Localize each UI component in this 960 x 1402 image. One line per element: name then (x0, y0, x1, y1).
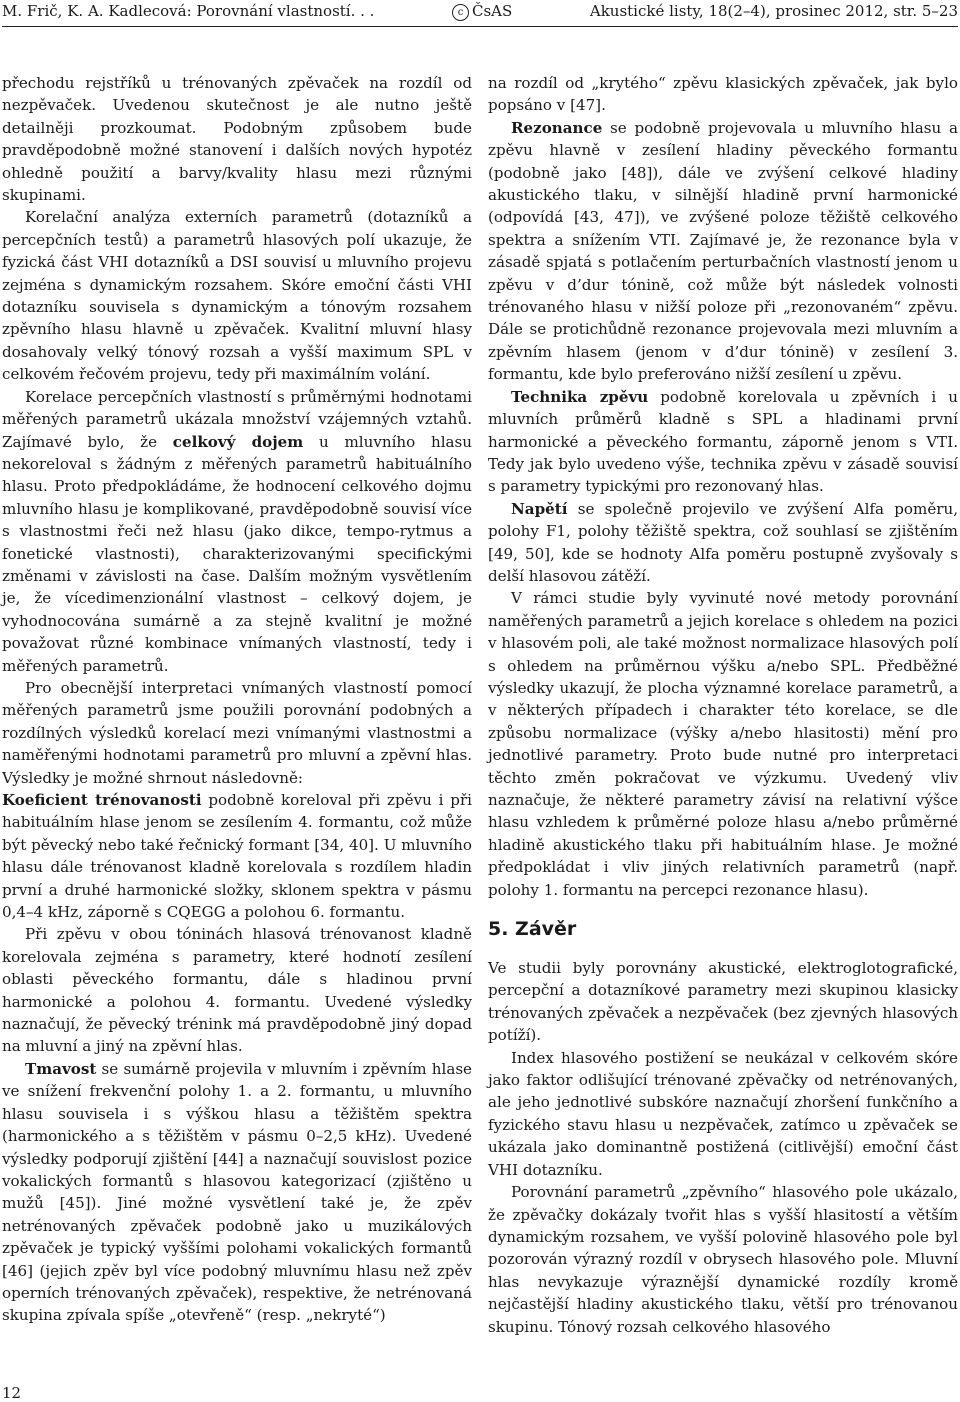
header-authors-title: M. Frič, K. A. Kadlecová: Porovnání vlastností. . . (2, 2, 375, 20)
page-number: 12 (2, 1384, 22, 1402)
paragraph: Korelační analýza externích parametrů (dotazníků a percepčních testů) a parametrů hlasových polí ukazuje, že fyzická část VHI dotazníků a DSI souvisí u mluvního projevu zejména s dynamickým rozsahem. Skóre emoční části VHI dotazníku souvisela s dynamickým a tónovým rozsahem zpěvního hlasu hlavně u zpěvaček. Kvalitní mluvní hlasy dosahovaly velký tónový rozsah a vyšší maximum SPL v celkovém řečovém projevu, tedy při maximálním volání. (2, 208, 472, 384)
emphasis: Tmavost (25, 1059, 97, 1078)
paragraph: Tmavost se sumárně projevila v mluvním i zpěvním hlase ve snížení frekvenční polohy 1. a 2. formantu, u mluvního hlasu souvisela i s výškou hlasu a těžištěm spektra (harmonického a s těžištěm v pásmu 0–2,5 kHz). Uvedené výsledky podporují zjištění [44] a naznačují souvislost pozice vokalických formantů s hlasovou kategorizací (zjištěno u mužů [45]). Jiné možné vysvětlení také je, že zpěv netrénovaných zpěvaček podobně jako u muzikálových zpěvaček je typický vyššími polohami vokalických formantů [46] (jejich zpěv byl více podobný mluvnímu hlasu než zpěv operních trénovaných zpěvaček), respektive, že netrénovaná skupina zpívala spíše „otevřeně“ (resp. „nekryté“) (2, 1059, 472, 1325)
paragraph: přechodu rejstříků u trénovaných zpěvaček na rozdíl od nezpěvaček. Uvedenou skutečnost je ale nutno ještě detailněji prozkoumat. Podobným způsobem bude pravděpodobně možné stanovení i dalších nových hypotéz ohledně použití a barvy/kvality hlasu mezi různými skupinami. (2, 74, 472, 205)
paragraph: Korelace percepčních vlastností s průměrnými hodnotami měřených parametrů ukázala množství vzájemných vztahů. Zajímavé bylo, že celkový dojem u mluvního hlasu nekoreloval s žádným z měřených parametrů habituálního hlasu. Proto předpokládáme, že hodnocení celkového dojmu mluvního hlasu je komplikované, pravděpodobně souvisí více s vlastnostmi řeči než hlasu (jako dikce, tempo-rytmus a fonetické vlastnosti), charakterizovanými specifickými změnami v závislosti na čase. Dalším možným vysvětlením je, že vícedimenzionální vlastnost – celkový dojem, je vyhodnocována sumárně a za stejně kvalitní je možné považovat různé kombinace vnímaných vlastností, tedy i měřených parametrů. (2, 387, 472, 675)
header-rule (2, 26, 958, 27)
paragraph: Porovnání parametrů „zpěvního“ hlasového pole ukázalo, že zpěvačky dokázaly tvořit hlas s vyšší hlasitostí a větším dynamickým rozsahem, ve vyšší polovině hlasového pole byl pozorován výrazný rozdíl v obrysech hlasového pole. Mluvní hlas nevykazuje výraznější dynamické rozdíly kromě nejčastější hladiny akustického tlaku, větší pro trénovanou skupinu. Tónový rozsah celkového hlasového (488, 1183, 958, 1336)
emphasis: Rezonance (511, 118, 603, 137)
emphasis: Napětí (511, 499, 568, 518)
header-society (452, 2, 512, 21)
paragraph: Koeficient trénovanosti podobně koreloval při zpěvu i při habituálním hlase jenom se zesílením 4. formantu, což může být pěvecký nebo také řečnický formant [34, 40]. U mluvního hlasu dále trénovanost kladně korelovala s rozdílem hladin první a druhé harmonické složky, sklonem spektra v pásmu 0,4–4 kHz, záporně s CQEGG a polohou 6. formantu. (2, 791, 472, 922)
left-column (2, 72, 472, 1327)
running-header (2, 2, 958, 21)
paragraph: Index hlasového postižení se neukázal v celkovém skóre jako faktor odlišující trénované zpěvačky od netrénovaných, ale jeho jednotlivé subskóre naznačují zhoršení funkčního a fyzického stavu hlasu u nezpěvaček, zatímco u zpěvaček se ukázala jako dominantně postižená (citlivější) emoční část VHI dotazníku. (488, 1048, 958, 1179)
right-column (488, 72, 958, 1338)
emphasis: celkový dojem (172, 432, 304, 451)
section-heading: 5. Závěr (488, 918, 577, 941)
paragraph: na rozdíl od „krytého“ zpěvu klasických zpěvaček, jak bylo popsáno v [47]. (488, 74, 958, 115)
paragraph: Technika zpěvu podobně korelovala u zpěvních i u mluvních průměrů kladně s SPL a hladinami první harmonické a pěveckého formantu, záporně jenom s VTI. Tedy jak bylo uvedeno výše, technika zpěvu v zásadě souvisí s parametry typickými pro rezonovaný hlas. (488, 387, 958, 496)
paragraph: V rámci studie byly vyvinuté nové metody porovnání naměřených parametrů a jejich korelace s ohledem na pozici v hlasovém poli, ale také možnost normalizace hlasových polí s ohledem na průměrnou výšku a/nebo SPL. Předběžné výsledky ukazují, že plocha významné korelace parametrů, a v některých případech i charakter této korelace, se dle způsobu normalizace (výšky a/nebo hlasitosti) mění pro jednotlivé parametry. Proto bude nutné pro interpretaci těchto změn pokračovat ve výzkumu. Uvedený vliv naznačuje, že některé parametry závisí na relativní výšce hlasu vzhledem k průměrné poloze hlasu a/nebo průměrné hladině akustického tlaku při habituálním hlase. Je možné předpokládat i vliv jiných relativních parametrů (např. polohy 1. formantu na percepci rezonance hlasu). (488, 589, 958, 899)
paragraph: Při zpěvu v obou tóninách hlasová trénovanost kladně korelovala zejména s parametry, které hodnotí zesílení oblasti pěveckého formantu, dále s hladinou první harmonické a polohou 4. formantu. Uvedené výsledky naznačují, že pěvecký trénink má pravděpodobně jiný dopad na mluvní a jiný na zpěvní hlas. (2, 925, 472, 1056)
paragraph: Napětí se společně projevilo ve zvýšení Alfa poměru, polohy F1, polohy těžiště spektra, což souhlasí se zjištěním [49, 50], kde se hodnoty Alfa poměru postupně zvyšovaly s delší hlasovou zátěží. (488, 499, 958, 585)
header-journal: Akustické listy, 18(2–4), prosinec 2012, str. 5–23 (589, 2, 958, 20)
paragraph: Pro obecnější interpretaci vnímaných vlastností pomocí měřených parametrů jsme použili porovnání podobných a rozdílných výsledků korelací mezi vnímanými vlastnostmi a naměřenými hodnotami parametrů pro mluvní a zpěvní hlas. Výsledky je možné shrnout následovně: (2, 678, 472, 787)
header-society-name: ČsAS (472, 2, 513, 20)
paragraph: Ve studii byly porovnány akustické, elektroglotografické, percepční a dotazníkové parametry mezi skupinou klasicky trénovaných zpěvaček a nezpěvaček (bez zjevných hlasových potíží). (488, 959, 958, 1045)
copyright-icon: c (452, 4, 469, 21)
emphasis: Koeficient trénovanosti (2, 791, 202, 809)
paragraph: Rezonance se podobně projevovala u mluvního hlasu a zpěvu hlavně v zesílení hladiny pěveckého formantu (podobně jako [48]), dále ve zvýšení celkové hladiny akustického tlaku, v silnější hladině první harmonické (odpovídá [43, 47]), ve zvýšené poloze těžiště celkového spektra a snížením VTI. Zajímavé je, že rezonance byla v zásadě spjatá s potlačením perturbačních vlastností jenom u zpěvu v d’dur tónině, což může být následek volnosti trénovaného hlasu v nižší poloze při „rezonovaném“ zpěvu. Dále se protichůdně rezonance projevovala mezi mluvním a zpěvním hlasem (jenom v d’dur tónině) v zesílení 3. formantu, kde bylo preferováno nižší zesílení u zpěvu. (488, 118, 958, 384)
emphasis: Technika zpěvu (511, 387, 649, 406)
